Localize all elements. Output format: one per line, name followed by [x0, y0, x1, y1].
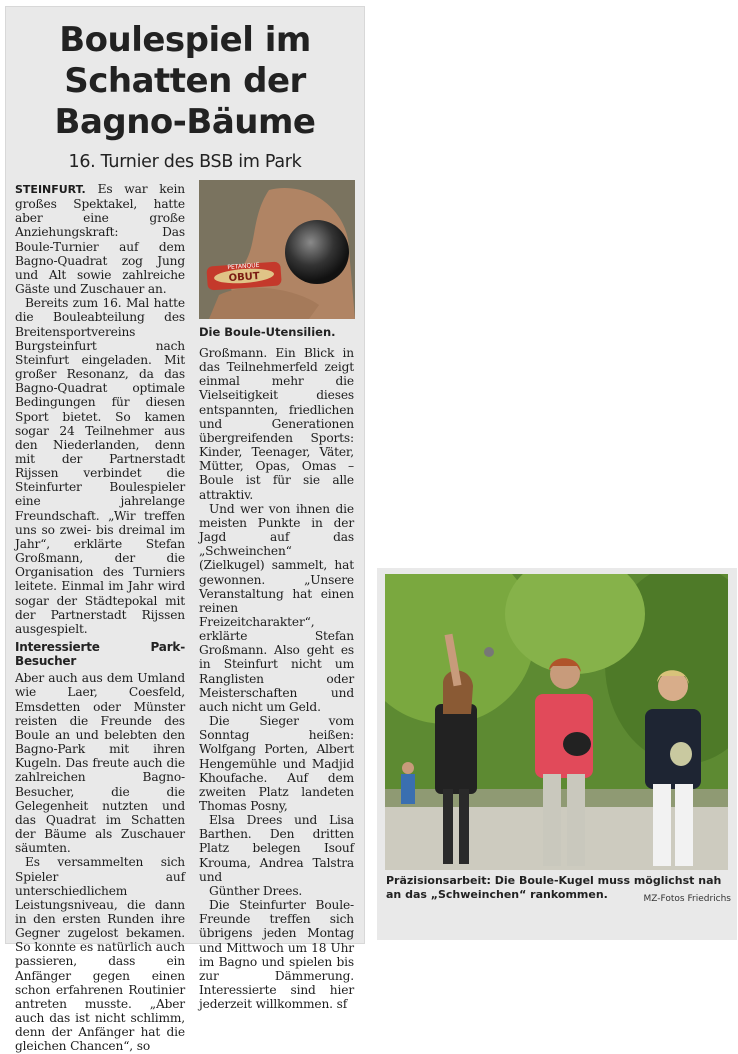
players-photo-box: [377, 568, 737, 940]
subheadline: 16. Turnier des BSB im Park: [68, 152, 302, 172]
photo-caption-1: Die Boule-Utensilien.: [199, 325, 336, 339]
section-subheading: Interessierte Park-Besucher: [15, 640, 185, 669]
article-paragraph: Die Sieger vom Sonntag heißen: Wolfgang Porten, Albert Hengemühle und Madjid Khoufache. Auf dem zweiten Platz landeten Thomas Posny,: [199, 714, 354, 813]
players-illustration: [385, 574, 728, 870]
photo-caption-2: Präzisionsarbeit: Die Boule-Kugel muss möglichst nah an das „Schweinchen“ rankommen.: [386, 874, 722, 901]
boule-utensils-photo: [199, 180, 355, 319]
article-paragraph: Und wer von ihnen die meisten Punkte in der Jagd auf das „Schweinchen“ (Zielkugel) sammelt, hat gewonnen. „Unsere Veranstaltung hat einen reinen Freizeitcharakter“, erklärte Stefan Großmann. Also geht es in Steinfurt nicht um Ranglisten oder Meisterschaften und auch nicht um Geld.: [199, 501, 354, 714]
article-paragraph: Günther Drees.: [209, 883, 303, 898]
dateline: STEINFURT.: [15, 183, 86, 196]
article-paragraph: Es versammelten sich Spieler auf unterschiedlichem Leistungsniveau, die dann in den ersten Runden ihre Gegner zugelost bekamen. So konnte es natürlich auch passieren, dass ein Anfänger gegen einen schon erfahrenen Routinier antreten musste. „Aber auch das ist nicht schlimm, denn der Anfänger hat die gleichen Chancen“, so: [15, 855, 185, 1054]
photo-credit: MZ-Fotos Friedrichs: [643, 894, 731, 904]
article-column-left: [15, 182, 185, 1054]
article-paragraph: Großmann. Ein Blick in das Teilnehmerfeld zeigt einmal mehr die Vielseitigkeit dieses entspannten, friedlichen und Generationen übergreifenden Sports: Kinder, Teenager, Väter, Mütter, Opas, Omas – Boule ist für sie alle attraktiv.: [199, 346, 354, 502]
headline-line-3: Bagno-Bäume: [54, 102, 316, 142]
tin-logo-text: OBUT: [228, 270, 261, 285]
tin-text-top: PETANQUE: [227, 261, 260, 272]
article-paragraph: Bereits zum 16. Mal hatte die Bouleabteilung des Breitensportvereins Burgsteinfurt nach Steinfurt eingeladen. Mit großer Resonanz, da das Bagno-Quadrat optimale Bedingungen für diesen Sport bietet. So kamen sogar 24 Teilnehmer aus den Niederlanden, denn mit der Partnerstadt Rijssen verbindet die Steinfurter Boulespieler eine jahrelange Freundschaft. „Wir treffen uns so zwei- bis dreimal im Jahr“, erklärte Stefan Großmann, der die Organisation des Turniers leitete. Einmal im Jahr wird sogar der Städtepokal mit der Partnerstadt Rijssen ausgespielt.: [15, 296, 185, 636]
headline: [5, 20, 365, 143]
players-photo: [385, 574, 728, 870]
article-paragraph: Elsa Drees und Lisa Barthen. Den dritten Platz belegen Isouf Krouma, Andrea Talstra und: [199, 813, 354, 884]
article-paragraph: STEINFURT. Es war kein großes Spektakel, hatte aber eine große Anziehungskraft: Das Boule-Turnier auf dem Bagno-Quadrat zog Jung und Alt sowie zahlreiche Gäste und Zuschauer an.: [15, 182, 185, 297]
newspaper-clipping: [5, 6, 365, 1054]
article-paragraph: Die Steinfurter Boule-Freunde treffen sich übrigens jeden Montag und Mittwoch um 18 Uhr im Bagno und spielen bis zur Dämmerung. Interessierte sind hier jederzeit willkommen. sf: [199, 898, 354, 1012]
article-paragraph: Aber auch aus dem Umland wie Laer, Coesfeld, Emsdetten oder Münster reisten die Freunde des Boule an und belebten den Bagno-Park mit ihren Kugeln. Das freute auch die zahlreichen Bagno-Besucher, die die Gelegenheit nutzten und das Quadrat im Schatten der Bäume als Zuschauer säumten.: [15, 671, 185, 856]
boule-ball-hand-illustration: [199, 180, 355, 319]
article-column-right: [199, 346, 354, 1011]
headline-line-1: Boulespiel im: [59, 20, 311, 60]
headline-line-2: Schatten der: [64, 61, 306, 101]
